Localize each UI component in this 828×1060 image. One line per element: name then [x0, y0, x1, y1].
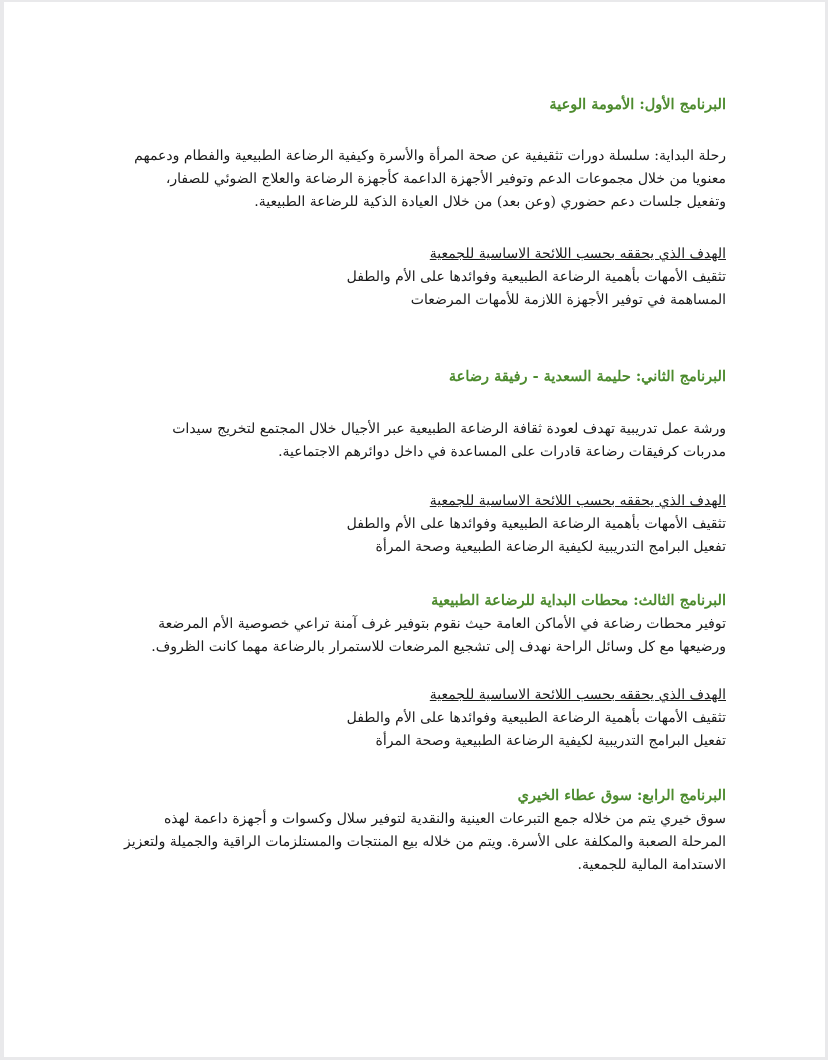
program-4-description-line: الاستدامة المالية للجمعية. — [577, 857, 726, 873]
program-3-goal-heading: الهدف الذي يحققه بحسب اللائحة الاساسية للجمعية — [429, 687, 726, 703]
goal-item: تثقيف الأمهات بأهمية الرضاعة الطبيعية وفوائدها على الأم والطفل — [346, 710, 726, 726]
program-3-description — [151, 613, 726, 659]
program-1-goal-heading: الهدف الذي يحققه بحسب اللائحة الاساسية للجمعية — [429, 246, 726, 262]
program-3-description-line: توفير محطات رضاعة في الأماكن العامة حيث نقوم بتوفير غرف آمنة تراعي خصوصية الأم المرضعة — [158, 616, 726, 632]
program-4-description-line: سوق خيري يتم من خلاله جمع التبرعات العينية والنقدية لتوفير سلال وكسوات و أجهزة داعمة لهذه — [163, 811, 726, 827]
goal-item: تفعيل البرامج التدريبية لكيفية الرضاعة الطبيعية وصحة المرأة — [375, 733, 726, 749]
goal-item: تفعيل البرامج التدريبية لكيفية الرضاعة الطبيعية وصحة المرأة — [375, 539, 726, 555]
program-2-goal-heading: الهدف الذي يحققه بحسب اللائحة الاساسية للجمعية — [429, 493, 726, 509]
program-3-goals — [347, 707, 726, 753]
document-page — [4, 2, 825, 1057]
program-1-goals — [347, 266, 726, 312]
program-2-description-line: مدربات كرفيقات رضاعة قادرات على المساعدة في داخل دوائرهم الاجتماعية. — [278, 444, 726, 460]
goal-item: تثقيف الأمهات بأهمية الرضاعة الطبيعية وفوائدها على الأم والطفل — [346, 269, 726, 285]
program-3-description-line: ورضيعها مع كل وسائل الراحة نهدف إلى تشجيع المرضعات للاستمرار بالرضاعة مهما كانت الظروف. — [151, 639, 726, 655]
program-2-title: البرنامج الثاني: حليمة السعدية - رفيقة رضاعة — [448, 368, 726, 385]
program-2-goals — [347, 513, 726, 559]
program-4-description — [124, 808, 726, 877]
program-1-description — [134, 145, 726, 214]
program-1-description-line: رحلة البداية: سلسلة دورات تثقيفية عن صحة المرأة والأسرة وكيفية الرضاعة الطبيعية والفطام ودعمهم — [134, 148, 726, 164]
program-3-title: البرنامج الثالث: محطات البداية للرضاعة الطبيعية — [431, 592, 726, 609]
program-1-title: البرنامج الأول: الأمومة الوعية — [549, 96, 726, 113]
program-2-description-line: ورشة عمل تدريبية تهدف لعودة ثقافة الرضاعة الطبيعية عبر الأجيال خلال المجتمع لتخريج سيدات — [172, 421, 726, 437]
program-4-title: البرنامج الرابع: سوق عطاء الخيري — [517, 787, 726, 804]
goal-item: المساهمة في توفير الأجهزة اللازمة للأمهات المرضعات — [410, 292, 726, 308]
program-4-description-line: المرحلة الصعبة والمكلفة على الأسرة. ويتم من خلاله بيع المنتجات والمستلزمات الراقية والجميلة ولتعزيز — [123, 834, 726, 850]
program-1-description-line: وتفعيل جلسات دعم حضوري (وعن بعد) من خلال العيادة الذكية للرضاعة الطبيعية. — [254, 194, 726, 210]
program-1-description-line: معنويا من خلال مجموعات الدعم وتوفير الأجهزة الداعمة كأجهزة الرضاعة والعلاج الضوئي للصفار، — [165, 171, 726, 187]
program-2-description — [172, 418, 726, 464]
goal-item: تثقيف الأمهات بأهمية الرضاعة الطبيعية وفوائدها على الأم والطفل — [346, 516, 726, 532]
